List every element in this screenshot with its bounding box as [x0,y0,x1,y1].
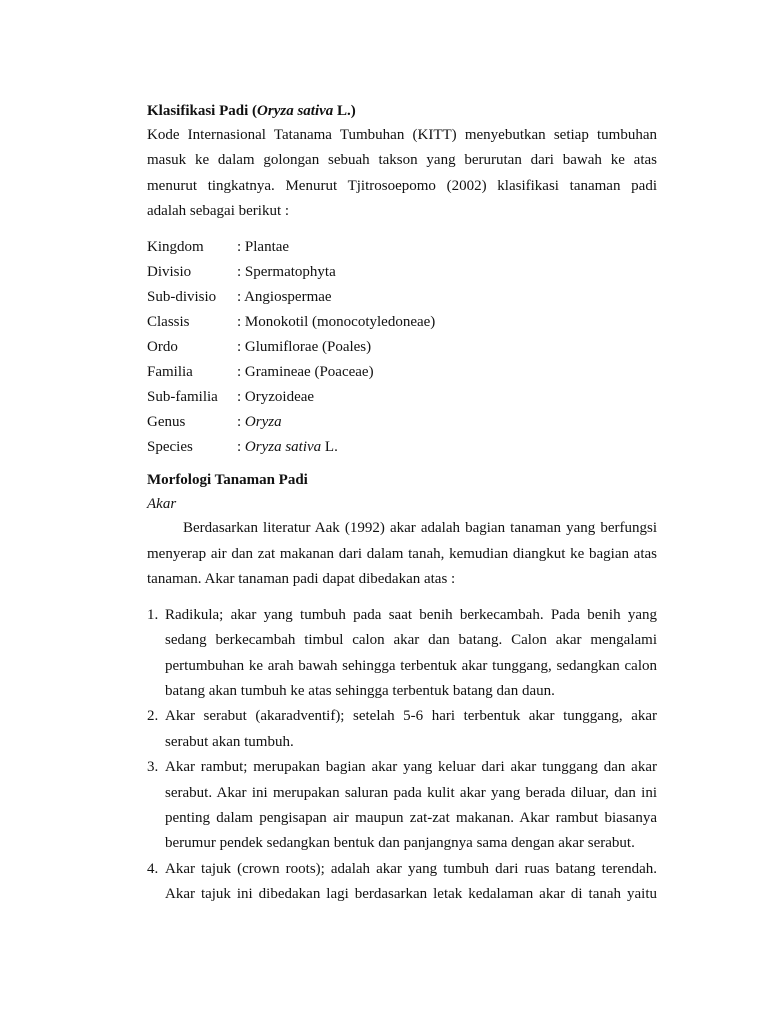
list-item-line: Akar rambut; merupakan bagian akar yang keluar dari akar tunggang dan akar [165,759,657,776]
taxonomy-value-text: Gramineae (Poaceae) [244,364,374,381]
list-item [147,603,657,705]
intro-line: masuk ke dalam golongan sebuah takson yang berurutan dari bawah ke atas [147,152,657,169]
taxonomy-value-text: Monokotil (monocotyledoneae) [244,313,436,330]
list-item-line: serabut akan tumbuh. [165,733,294,750]
list-item-line: serabut. Akar ini merupakan saluran pada kulit akar yang berada diluar, dan ini [165,784,657,801]
taxonomy-row [147,435,657,460]
taxonomy-rank: Sub-divisio [147,288,217,305]
list-item-line: pertumbuhan ke arah bawah sehingga terbentuk akar tunggang, sedangkan calon [165,657,657,674]
title-prefix: Klasifikasi Padi ( [147,103,258,119]
taxonomy-row [147,260,657,285]
taxonomy-separator: : [237,238,245,255]
taxonomy-value [237,435,657,460]
taxonomy-separator: : [237,313,245,330]
akar-line [147,516,657,541]
akar-types-list [147,603,657,908]
list-item-number: 1. [147,606,159,623]
taxonomy-value [237,410,657,435]
akar-line: tanaman. Akar tanaman padi dapat dibedakan atas : [147,571,456,588]
taxonomy-row [147,285,657,310]
akar-paragraph [147,516,657,592]
taxonomy-value [237,235,657,260]
title-suffix: L.) [333,103,356,119]
taxonomy-rank: Kingdom [147,238,204,255]
taxonomy-row [147,360,657,385]
taxonomy-separator: : [237,439,245,456]
taxonomy-separator: : [237,389,245,406]
title-species-italic: Oryza sativa [257,103,334,119]
taxonomy-value-suffix: L. [321,439,338,456]
taxonomy-value [237,285,657,310]
taxonomy-rank: Sub-familia [147,389,218,406]
taxonomy-rank: Divisio [147,263,192,280]
taxonomy-rank: Ordo [147,339,178,355]
intro-line: menurut tingkatnya. Menurut Tjitrosoepomo (2002) klasifikasi tanaman padi [147,177,657,194]
taxonomy-value-italic: Oryza [244,414,282,431]
taxonomy-rank: Classis [147,313,190,330]
list-item-line: berumur pendek sedangkan bentuk dan panjangnya sama dengan akar serabut. [165,835,635,852]
list-item-line: penting dalam pengisapan air maupun zat-zat makanan. Akar rambut biasanya [165,809,657,826]
taxonomy-separator: : [237,263,245,280]
taxonomy-value-text: Angiospermae [244,288,332,305]
taxonomy-value-text: Glumiflorae (Poales) [244,339,372,355]
akar-subheading: Akar [147,496,177,513]
taxonomy-value [237,335,657,360]
taxonomy-row [147,235,657,260]
intro-line: adalah sebagai berikut : [147,203,290,220]
taxonomy-rank: Species [147,439,193,456]
taxonomy-value-italic: Oryza sativa [244,439,322,456]
taxonomy-value-text: Oryzoideae [244,389,315,406]
list-item-number: 4. [147,860,159,877]
taxonomy-rank: Genus [147,414,186,431]
taxonomy-row [147,310,657,335]
list-item-line: Akar tajuk (crown roots); adalah akar yang tumbuh dari ruas batang terendah. [165,860,657,877]
list-item-line: sedang berkecambah timbul calon akar dan batang. Calon akar mengalami [165,632,657,649]
akar-line: menyerap air dan zat makanan dari dalam tanah, kemudian diangkut ke bagian atas [147,545,657,562]
taxonomy-table [147,235,657,461]
akar-line-text: Berdasarkan literatur Aak (1992) akar adalah bagian tanaman yang berfungsi [183,520,657,537]
list-item [147,755,657,857]
taxonomy-rank: Familia [147,364,193,381]
taxonomy-row [147,385,657,410]
list-item [147,857,657,908]
list-item [147,704,657,755]
taxonomy-value-text: Spermatophyta [244,263,336,280]
list-item-line: Akar tajuk ini dibedakan lagi berdasarkan letak kedalaman akar di tanah yaitu [165,886,657,903]
taxonomy-separator: : [237,288,245,305]
list-item-line: batang akan tumbuh ke atas sehingga terbentuk batang dan daun. [165,682,555,699]
taxonomy-row [147,335,657,360]
taxonomy-value-text: Plantae [244,238,290,255]
list-item-number: 3. [147,759,159,776]
list-item-line: Radikula; akar yang tumbuh pada saat benih berkecambah. Pada benih yang [165,606,657,623]
taxonomy-value [237,310,657,335]
taxonomy-value [237,385,657,410]
taxonomy-value [237,260,657,285]
section-title [147,99,657,123]
taxonomy-value [237,360,657,385]
taxonomy-row [147,410,657,435]
list-item-number: 2. [147,708,159,725]
intro-paragraph [147,123,657,225]
morfologi-heading: Morfologi Tanaman Padi [147,472,308,489]
document-body [147,99,657,908]
list-item-line: Akar serabut (akaradventif); setelah 5-6 hari terbentuk akar tunggang, akar [165,708,657,725]
taxonomy-separator: : [237,414,245,431]
taxonomy-separator: : [237,339,245,355]
taxonomy-separator: : [237,364,245,381]
intro-line: Kode Internasional Tatanama Tumbuhan (KITT) menyebutkan setiap tumbuhan [147,127,657,143]
